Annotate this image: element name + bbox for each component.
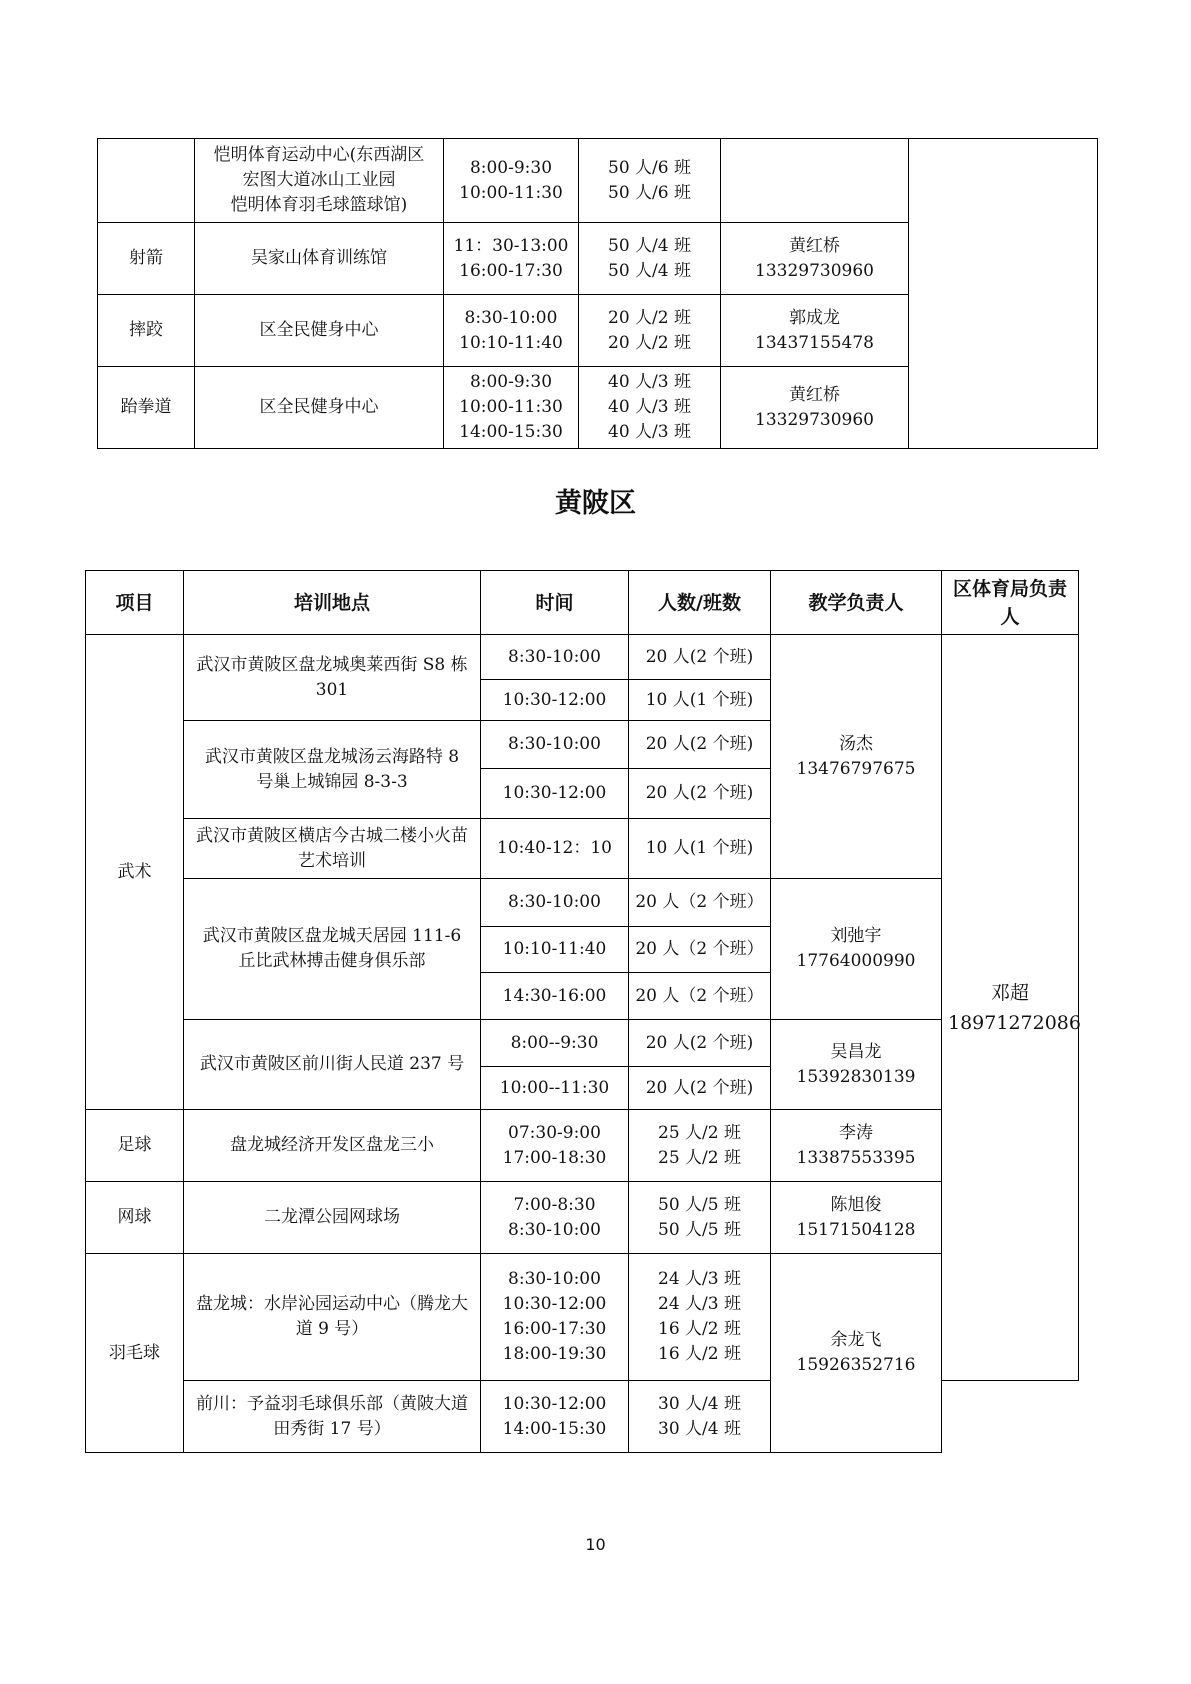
capacity-line: 20 人/2 班 xyxy=(608,332,691,353)
time-cell xyxy=(444,295,579,367)
capacity-line: 40 人/3 班 xyxy=(608,397,691,417)
location-cell: 吴家山体育训练馆 xyxy=(195,223,444,295)
time-line: 8:30-10:00 xyxy=(508,1269,601,1289)
project-cell xyxy=(98,139,195,223)
location-cell: 盘龙城：水岸沁园运动中心（腾龙大道 9 号） xyxy=(184,1254,481,1381)
capacity-line: 50 人/4 班 xyxy=(608,260,691,281)
header-capacity: 人数/班数 xyxy=(629,571,771,635)
time-cell: 8:30-10:00 xyxy=(481,879,629,927)
location-cell: 武汉市黄陂区盘龙城奥莱西街 S8 栋 301 xyxy=(184,635,481,721)
time-line: 8:00-9:30 xyxy=(469,157,553,178)
location-line: 恺明体育羽毛球篮球馆) xyxy=(230,195,408,215)
capacity-cell xyxy=(629,1254,771,1381)
project-cell: 摔跤 xyxy=(98,295,195,367)
teacher-phone: 15926352716 xyxy=(796,1355,916,1375)
time-cell xyxy=(444,223,579,295)
location-line: 宏图大道冰山工业园 xyxy=(242,170,396,190)
time-line: 14:00-15:30 xyxy=(502,1418,607,1439)
teacher-name: 汤杰 xyxy=(839,733,873,754)
table-row xyxy=(98,139,1098,223)
teacher-phone: 13387553395 xyxy=(796,1147,916,1168)
time-line: 17:00-18:30 xyxy=(502,1147,607,1168)
header-teacher: 教学负责人 xyxy=(771,571,942,635)
project-cell: 跆拳道 xyxy=(98,367,195,449)
capacity-cell: 20 人（2 个班） xyxy=(629,879,771,927)
capacity-cell xyxy=(579,139,721,223)
teacher-phone: 15171504128 xyxy=(796,1219,916,1240)
time-line: 14:00-15:30 xyxy=(459,422,563,442)
location-cell: 二龙潭公园网球场 xyxy=(184,1182,481,1254)
capacity-cell xyxy=(579,223,721,295)
bureau-cell xyxy=(942,635,1079,1381)
teacher-phone: 13476797675 xyxy=(796,758,916,779)
location-cell: 武汉市黄陂区前川街人民道 237 号 xyxy=(184,1020,481,1110)
header-time: 时间 xyxy=(481,571,629,635)
project-cell: 足球 xyxy=(86,1110,184,1182)
section-title: 黄陂区 xyxy=(555,488,636,519)
teacher-cell: 黄红桥 13329730960 xyxy=(721,223,909,295)
teacher-cell: 郭成龙 13437155478 xyxy=(721,295,909,367)
capacity-cell: 20 人（2 个班） xyxy=(629,973,771,1020)
previous-district-table xyxy=(97,138,1098,449)
time-cell: 10:40-12：10 xyxy=(481,819,629,879)
table-row xyxy=(86,1182,1079,1254)
header-project: 项目 xyxy=(86,571,184,635)
capacity-cell: 20 人(2 个班) xyxy=(629,635,771,680)
time-cell: 10:30-12:00 xyxy=(481,769,629,819)
table-row xyxy=(86,1020,1079,1067)
teacher-phone: 17764000990 xyxy=(796,951,916,971)
time-line: 16:00-17:30 xyxy=(459,260,563,281)
capacity-line: 40 人/3 班 xyxy=(608,422,691,442)
bureau-cell xyxy=(909,139,1098,449)
location-cell: 前川：予益羽毛球俱乐部（黄陂大道田秀街 17 号） xyxy=(184,1381,481,1453)
teacher-cell xyxy=(721,139,909,223)
header-bureau: 区体育局负责人 xyxy=(942,571,1079,635)
capacity-line: 24 人/3 班 xyxy=(658,1269,741,1289)
teacher-cell xyxy=(771,879,942,1020)
capacity-cell xyxy=(629,1381,771,1453)
location-line: 恺明体育运动中心(东西湖区 xyxy=(213,145,425,165)
time-cell: 8:00--9:30 xyxy=(481,1020,629,1067)
capacity-line: 50 人/6 班 xyxy=(608,182,691,203)
time-cell xyxy=(481,1254,629,1381)
time-line: 07:30-9:00 xyxy=(508,1122,601,1143)
capacity-cell xyxy=(579,295,721,367)
bureau-phone: 18971272086 xyxy=(948,1011,1081,1034)
teacher-name: 刘弛宇 xyxy=(830,926,882,946)
location-cell: 区全民健身中心 xyxy=(195,295,444,367)
time-line: 8:30-10:00 xyxy=(464,307,558,328)
time-cell: 10:00--11:30 xyxy=(481,1067,629,1110)
capacity-cell: 20 人(2 个班) xyxy=(629,1067,771,1110)
time-cell xyxy=(481,1182,629,1254)
time-line: 10:00-11:30 xyxy=(459,182,563,203)
capacity-cell: 10 人(1 个班) xyxy=(629,819,771,879)
capacity-line: 24 人/3 班 xyxy=(658,1294,741,1314)
location-cell xyxy=(195,139,444,223)
time-line: 10:30-12:00 xyxy=(502,1294,607,1314)
capacity-line: 30 人/4 班 xyxy=(658,1393,741,1414)
project-cell: 网球 xyxy=(86,1182,184,1254)
capacity-line: 50 人/4 班 xyxy=(608,235,691,256)
teacher-name: 吴昌龙 xyxy=(830,1041,882,1062)
teacher-name: 李涛 xyxy=(839,1122,873,1143)
capacity-line: 20 人/2 班 xyxy=(608,307,691,328)
time-cell xyxy=(444,367,579,449)
location-cell: 武汉市黄陂区盘龙城汤云海路特 8 号巢上城锦园 8-3-3 xyxy=(184,721,481,819)
teacher-cell xyxy=(771,1254,942,1453)
teacher-name: 陈旭俊 xyxy=(830,1194,882,1215)
bureau-name: 邓超 xyxy=(990,981,1029,1004)
table-row xyxy=(86,1110,1079,1182)
table-row xyxy=(86,1254,1079,1381)
header-row xyxy=(86,571,1079,635)
time-cell: 8:30-10:00 xyxy=(481,635,629,680)
teacher-cell xyxy=(771,635,942,879)
location-cell: 武汉市黄陂区盘龙城天居园 111-6 丘比武林搏击健身俱乐部 xyxy=(184,879,481,1020)
time-cell xyxy=(481,1110,629,1182)
time-cell: 10:10-11:40 xyxy=(481,927,629,973)
capacity-line: 30 人/4 班 xyxy=(658,1418,741,1439)
time-line: 10:10-11:40 xyxy=(459,332,563,353)
capacity-cell xyxy=(579,367,721,449)
capacity-cell xyxy=(629,1182,771,1254)
table-row xyxy=(86,635,1079,680)
time-line: 10:00-11:30 xyxy=(459,397,563,417)
time-line: 16:00-17:30 xyxy=(502,1319,607,1339)
project-cell: 羽毛球 xyxy=(86,1254,184,1453)
teacher-cell xyxy=(771,1020,942,1110)
capacity-line: 40 人/3 班 xyxy=(608,372,691,392)
time-cell: 8:30-10:00 xyxy=(481,721,629,769)
teacher-cell xyxy=(771,1182,942,1254)
capacity-cell: 20 人(2 个班) xyxy=(629,721,771,769)
teacher-cell: 黄红桥 13329730960 xyxy=(721,367,909,449)
capacity-line: 50 人/5 班 xyxy=(658,1219,741,1240)
capacity-cell: 10 人(1 个班) xyxy=(629,680,771,721)
capacity-line: 16 人/2 班 xyxy=(658,1344,741,1364)
location-cell: 武汉市黄陂区横店今古城二楼小火苗艺术培训 xyxy=(184,819,481,879)
project-cell: 武术 xyxy=(86,635,184,1110)
capacity-line: 25 人/2 班 xyxy=(658,1122,741,1143)
teacher-cell xyxy=(771,1110,942,1182)
page-number: 10 xyxy=(585,1535,606,1554)
teacher-phone: 15392830139 xyxy=(796,1066,916,1087)
capacity-cell xyxy=(629,1110,771,1182)
time-cell xyxy=(444,139,579,223)
time-line: 18:00-19:30 xyxy=(502,1344,607,1364)
time-line: 7:00-8:30 xyxy=(513,1194,596,1215)
huangpi-table xyxy=(85,570,1079,1453)
time-cell: 14:30-16:00 xyxy=(481,973,629,1020)
capacity-line: 50 人/5 班 xyxy=(658,1194,741,1215)
teacher-name: 余龙飞 xyxy=(830,1330,882,1350)
capacity-cell: 20 人(2 个班) xyxy=(629,769,771,819)
project-cell: 射箭 xyxy=(98,223,195,295)
table-row xyxy=(86,879,1079,927)
capacity-line: 25 人/2 班 xyxy=(658,1147,741,1168)
capacity-line: 50 人/6 班 xyxy=(608,157,691,178)
location-cell: 盘龙城经济开发区盘龙三小 xyxy=(184,1110,481,1182)
capacity-cell: 20 人(2 个班) xyxy=(629,1020,771,1067)
capacity-cell: 20 人（2 个班） xyxy=(629,927,771,973)
time-cell: 10:30-12:00 xyxy=(481,680,629,721)
location-cell: 区全民健身中心 xyxy=(195,367,444,449)
time-line: 8:00-9:30 xyxy=(469,372,553,392)
header-location: 培训地点 xyxy=(184,571,481,635)
time-cell xyxy=(481,1381,629,1453)
capacity-line: 16 人/2 班 xyxy=(658,1319,741,1339)
time-line: 11：30-13:00 xyxy=(453,235,569,256)
time-line: 8:30-10:00 xyxy=(508,1219,601,1240)
time-line: 10:30-12:00 xyxy=(502,1393,607,1414)
